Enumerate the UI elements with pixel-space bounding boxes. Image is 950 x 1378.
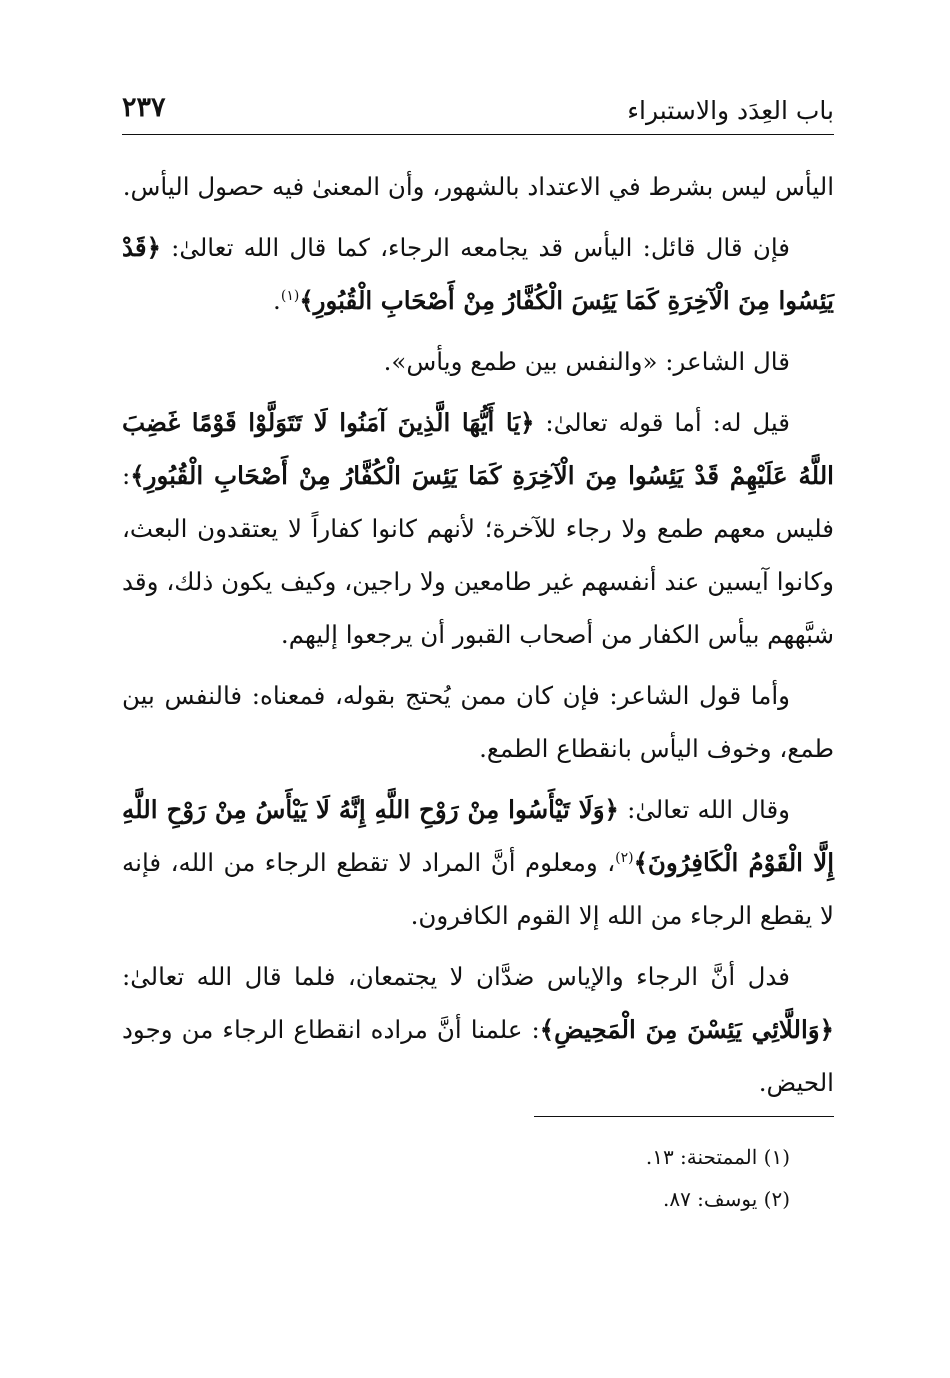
running-head [122, 92, 834, 132]
quran-verse: ﴿وَاللَّائِي يَئِسْنَ مِنَ الْمَحِيضِ﴾ [539, 1015, 834, 1044]
paragraph-text: فدل أنَّ الرجاء والإياس ضدَّان لا يجتمعان، فلما قال الله تعالىٰ: [122, 962, 790, 991]
footnotes [400, 1136, 790, 1220]
paragraph-1 [122, 160, 834, 213]
paragraph-2 [122, 221, 834, 327]
body-text [122, 160, 834, 1117]
paragraph-text: قيل له: أما قوله تعالىٰ: [534, 408, 790, 437]
header-rule [122, 134, 834, 135]
footnote-1: (١) الممتحنة: ١٣. [645, 1145, 790, 1169]
paragraph-text: وقال الله تعالىٰ: [618, 795, 790, 824]
paragraph-3 [122, 335, 834, 388]
paragraph-7 [122, 950, 834, 1109]
paragraph-6 [122, 783, 834, 942]
paragraph-5 [122, 669, 834, 775]
paragraph-text: : علمنا أنَّ مراده انقطاع الرجاء من وجود الحيض. [122, 1015, 834, 1097]
paragraph-text: . [273, 286, 281, 315]
quran-verse: ﴿قَدْ يَئِسُوا مِنَ الْآخِرَةِ كَمَا يَئِسَ الْكُفَّارُ مِنْ أَصْحَابِ الْقُبُورِ﴾ [122, 233, 834, 315]
page-number: ٢٣٧ [122, 92, 166, 123]
paragraph-text: : فليس معهم طمع ولا رجاء للآخرة؛ لأنهم كانوا كفاراً لا يعتقدون البعث، وكانوا آيسين عند أنفسهم غير طامعين ولا راجين، وكيف يكون ذلك، وقد شبَّههم بيأس الكفار من أصحاب القبور أن يرجعوا إليهم. [122, 461, 834, 649]
footnote-ref[interactable]: (٢) [615, 849, 634, 866]
paragraph-text: اليأس ليس بشرط في الاعتداد بالشهور، وأن المعنىٰ فيه حصول اليأس. [122, 172, 834, 201]
paragraph-text: فإن قال قائل: اليأس قد يجامعه الرجاء، كما قال الله تعالىٰ: [160, 233, 790, 262]
paragraph-4 [122, 396, 834, 661]
paragraph-text: قال الشاعر: «والنفس بين طمع ويأس». [383, 347, 790, 376]
quran-verse: ﴿وَلَا تَيْأَسُوا مِنْ رَوْحِ اللَّهِ إِنَّهُ لَا يَيْأَسُ مِنْ رَوْحِ اللَّهِ إِلَّا الْقَوْمُ الْكَافِرُونَ﴾ [122, 795, 834, 877]
footnote-2: (٢) يوسف: ٨٧. [662, 1187, 790, 1211]
footnote-ref[interactable]: (١) [280, 287, 300, 304]
paragraph-text: ، ومعلوم أنَّ المراد لا تقطع الرجاء من الله، فإنه لا يقطع الرجاء من الله إلا القوم الكافرون. [122, 848, 834, 930]
footnote-rule [534, 1116, 834, 1117]
paragraph-text: وأما قول الشاعر: فإن كان ممن يُحتج بقوله، فمعناه: فالنفس بين طمع، وخوف اليأس بانقطاع الطمع. [122, 681, 834, 763]
quran-verse: ﴿يَا أَيُّهَا الَّذِينَ آمَنُوا لَا تَتَوَلَّوْا قَوْمًا غَضِبَ اللَّهُ عَلَيْهِمْ قَدْ يَئِسُوا مِنَ الْآخِرَةِ كَمَا يَئِسَ الْكُفَّارُ مِنْ أَصْحَابِ الْقُبُورِ﴾ [122, 408, 834, 490]
chapter-title: باب العِدَد والاستبراء [627, 96, 834, 125]
